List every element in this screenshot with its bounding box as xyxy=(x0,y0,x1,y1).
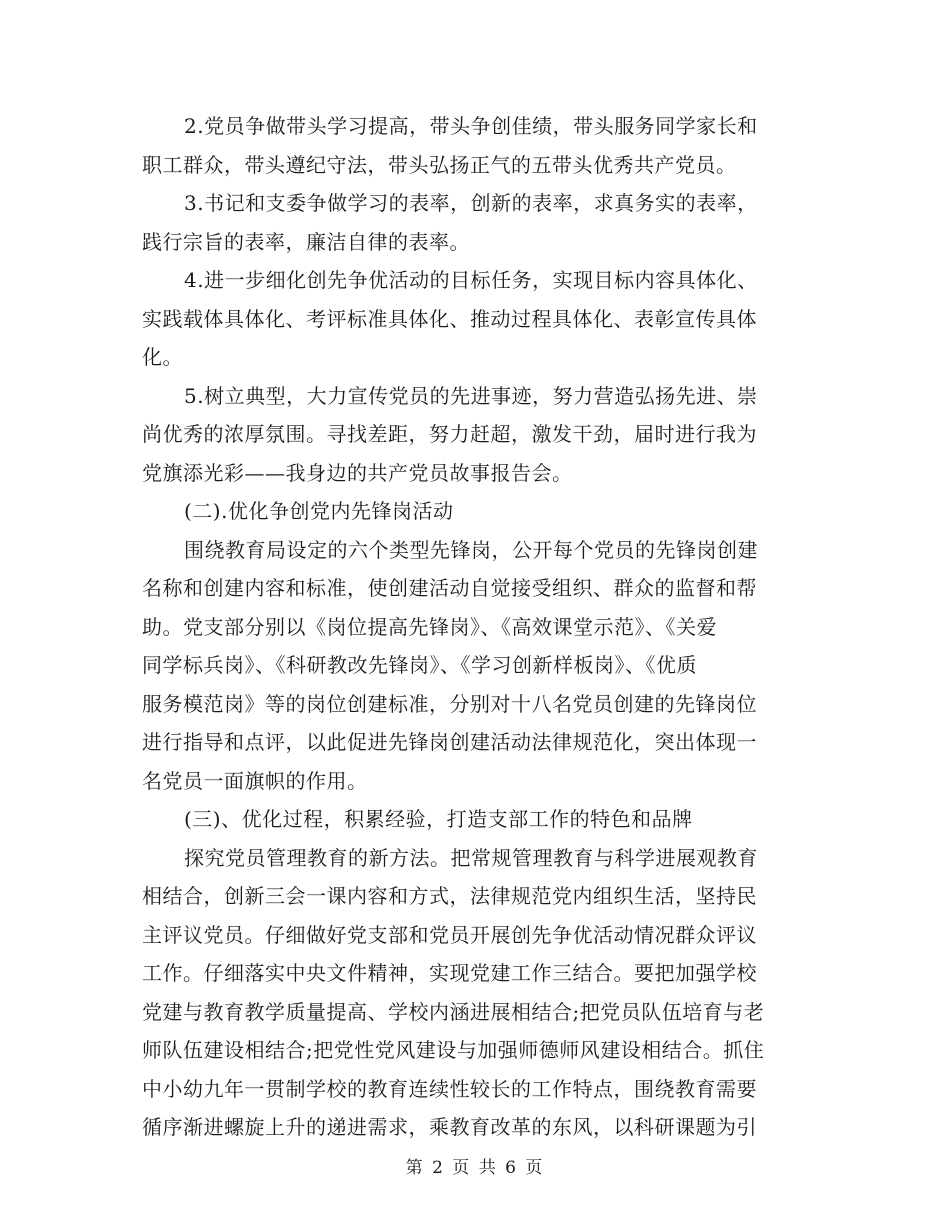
document-body xyxy=(142,107,802,1147)
paragraph-first-line: 围绕教育局设定的六个类型先锋岗，公开每个党员的先锋岗创建 xyxy=(184,537,758,562)
paragraph-first-line: 2.党员争做带头学习提高，带头争创佳绩，带头服务同学家长和 xyxy=(184,114,758,138)
paragraph-line: 名称和创建内容和标准，使创建活动自觉接受组织、群众的监督和帮 xyxy=(142,576,757,600)
paragraph-line: 化。 xyxy=(142,345,183,369)
paragraph-line: 党旗添光彩——我身边的共产党员故事报告会。 xyxy=(142,460,573,485)
paragraph-first-line: 3.书记和支委争做学习的表率，创新的表率，求真务实的表率， xyxy=(184,191,758,215)
paragraph-line: 党建与教育教学质量提高、学校内涵进展相结合;把党员队伍培育与老 xyxy=(142,999,765,1024)
paragraph-line: 进行指导和点评，以此促进先锋岗创建活动法律规范化，突出体现一 xyxy=(142,730,757,754)
paragraph-first-line: (三)、优化过程，积累经验，打造支部工作的特色和品牌 xyxy=(184,807,693,831)
paragraph-line: 中小幼九年一贯制学校的教育连续性较长的工作特点，围绕教育需要 xyxy=(142,1076,757,1101)
paragraph-line: 循序渐进螺旋上升的递进需求，乘教育改革的东风，以科研课题为引 xyxy=(142,1115,757,1139)
paragraph-line: 同学标兵岗》、《科研教改先锋岗》、《学习创新样板岗》、《优质 xyxy=(142,653,697,677)
paragraph-line: 助。党支部分别以《岗位提高先锋岗》、《高效课堂示范》、《关爱 xyxy=(142,614,717,639)
paragraph-line: 工作。仔细落实中央文件精神，实现党建工作三结合。要把加强学校 xyxy=(142,961,757,985)
paragraph-line: 服务模范岗》等的岗位创建标准，分别对十八名党员创建的先锋岗位 xyxy=(142,691,757,716)
paragraph-line: 主评议党员。仔细做好党支部和党员开展创先争优活动情况群众评议 xyxy=(142,922,757,947)
paragraph-line: 名党员一面旗帜的作用。 xyxy=(142,768,368,793)
paragraph-first-line: 4.进一步细化创先争优活动的目标任务，实现目标内容具体化、 xyxy=(184,268,758,292)
paragraph-line: 实践载体具体化、考评标准具体化、推动过程具体化、表彰宣传具体 xyxy=(142,306,757,331)
paragraph-first-line: 探究党员管理教育的新方法。把常规管理教育与科学进展观教育 xyxy=(184,845,758,870)
paragraph-line: 师队伍建设相结合;把党性党风建设与加强师德师风建设相结合。抓住 xyxy=(142,1038,765,1062)
paragraph-line: 相结合，创新三会一课内容和方式，法律规范党内组织生活，坚持民 xyxy=(142,884,757,908)
page-number-footer: 第 2 页 共 6 页 xyxy=(405,1158,545,1178)
paragraph-line: 职工群众，带头遵纪守法，带头弘扬正气的五带头优秀共产党员。 xyxy=(142,152,737,177)
paragraph-first-line: 5.树立典型，大力宣传党员的先进事迹，努力营造弘扬先进、崇 xyxy=(184,383,758,408)
paragraph-first-line: (二).优化争创党内先锋岗活动 xyxy=(184,499,454,523)
paragraph-line: 尚优秀的浓厚氛围。寻找差距，努力赶超，激发干劲，届时进行我为 xyxy=(142,422,757,446)
paragraph-line: 践行宗旨的表率，廉洁自律的表率。 xyxy=(142,229,470,254)
